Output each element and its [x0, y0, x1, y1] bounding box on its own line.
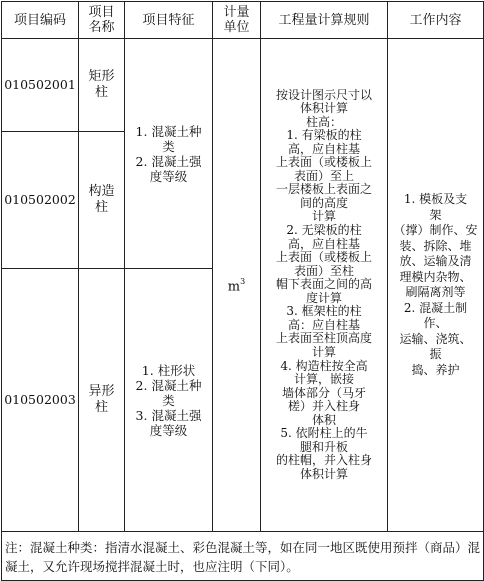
feature-line: 类: [162, 392, 175, 408]
feature-line: 类: [162, 138, 175, 154]
feature-line: 1. 混凝土种: [135, 123, 202, 139]
work-line: 装、拆除、堆: [399, 238, 472, 253]
rule-line: 1. 有梁板的柱: [286, 128, 362, 143]
unit-cell: [213, 39, 261, 532]
header-name-line1: 项目: [88, 5, 115, 20]
rule-line: 2. 无梁板的柱: [286, 223, 362, 238]
header-rules-label: 工程量计算规则: [278, 12, 370, 28]
work-line: 作、: [423, 316, 448, 330]
work-line: 架: [429, 207, 442, 222]
item-name-cell: [79, 39, 125, 132]
header-rules: [261, 2, 388, 39]
header-code: [2, 2, 79, 39]
item-name-line2: 柱: [94, 85, 108, 100]
note-row: [2, 532, 484, 581]
rule-line: 4. 构造柱按全高: [280, 358, 368, 373]
table-row: [2, 39, 484, 132]
rule-line: 的柱帽，并入柱身: [275, 453, 372, 468]
header-unit-line1: 计量: [223, 5, 250, 20]
unit-superscript: 3: [240, 277, 246, 287]
feature-line: 度等级: [149, 422, 188, 438]
rule-line: 体积计算: [299, 466, 348, 481]
rule-line: 高，应自柱基: [287, 236, 360, 251]
rule-line: 一层楼板上表面之: [275, 182, 372, 197]
rule-line: 高，应自柱基: [287, 141, 360, 156]
work-line: 运输、浇筑、: [399, 331, 472, 346]
header-unit: [213, 2, 261, 39]
work-line: （撑）制作、安: [393, 223, 478, 237]
work-line: 刷隔离剂等: [405, 285, 466, 299]
header-name: [79, 2, 125, 39]
rule-line: 按设计图示尺寸以: [275, 87, 372, 102]
rule-line: 槎）并入柱身: [287, 399, 360, 414]
features-cell-b: [125, 269, 213, 532]
feature-line: 度等级: [149, 168, 188, 184]
header-code-label: 项目编码: [13, 12, 66, 28]
header-unit-line2: 单位: [223, 20, 250, 35]
work-content-cell: [388, 39, 484, 532]
rule-line: 上表面至柱顶高度: [275, 331, 372, 346]
work-line: 振: [429, 347, 442, 361]
rule-line: 计算: [311, 209, 336, 224]
rule-line: 高：应自柱基: [287, 317, 360, 332]
header-row: [2, 2, 484, 39]
header-name-line2: 名称: [88, 20, 115, 35]
calculation-rules-cell: [261, 39, 388, 532]
header-features: [125, 2, 213, 39]
rule-line: 3. 框架柱的柱: [286, 304, 362, 319]
work-line: 放、运输及清: [399, 254, 472, 268]
rule-line: 计算: [311, 344, 336, 359]
header-features-label: 项目特征: [142, 12, 195, 28]
feature-line: 1. 柱形状: [141, 362, 196, 378]
work-line: 捣、养护: [411, 362, 460, 377]
rule-line: 表面）至柱: [293, 263, 354, 278]
feature-line: 3. 混凝土强: [135, 407, 202, 423]
work-line: 1. 模板及支: [403, 192, 468, 206]
item-name-line2: 柱: [94, 200, 108, 215]
rule-line: 间的高度: [299, 195, 348, 210]
item-name-cell: [79, 132, 125, 269]
rule-line: 腿和升板: [299, 439, 348, 454]
item-name-line1: 矩形: [88, 69, 115, 84]
rule-line: 上表面（或楼板上: [275, 155, 372, 170]
item-name-line2: 柱: [94, 400, 108, 415]
feature-line: 2. 混凝土强: [135, 153, 202, 169]
work-line: 2. 混凝土制: [403, 300, 468, 315]
footnote: 注：混凝土种类：指清水混凝土、彩色混凝土等，如在同一地区既使用预拌（商品）混凝土，又允许现场搅拌混凝土时，也应注明（下同）。: [2, 532, 484, 581]
item-name-cell: [79, 269, 125, 532]
item-name-line1: 构造: [88, 184, 115, 199]
header-work-label: 工作内容: [409, 12, 462, 28]
rule-line: 度计算: [305, 290, 342, 305]
rule-line: 上表面（或楼板上: [275, 250, 372, 265]
feature-line: 2. 混凝土种: [135, 377, 202, 393]
rule-line: 体积计算: [299, 101, 348, 116]
unit-base: m: [227, 279, 241, 295]
rule-line: 体积: [311, 412, 336, 427]
item-code-cell: 010502003: [2, 269, 79, 532]
rule-line: 表面）至上: [293, 168, 354, 183]
item-code-cell: 010502001: [2, 39, 79, 132]
item-code-cell: 010502002: [2, 132, 79, 269]
rule-line: 计算，嵌接: [293, 372, 354, 387]
header-work: [388, 2, 484, 39]
rule-line: 柱高：: [305, 114, 342, 129]
features-cell-a: [125, 39, 213, 269]
rule-line: 墙体部分（马牙: [281, 385, 366, 400]
bill-of-quantities-table: [1, 1, 484, 581]
rule-line: 帽下表面之间的高: [275, 277, 372, 292]
rule-line: 5. 依附柱上的牛: [280, 426, 368, 441]
work-line: 理模内杂物、: [399, 269, 472, 284]
item-name-line1: 异形: [88, 384, 115, 399]
